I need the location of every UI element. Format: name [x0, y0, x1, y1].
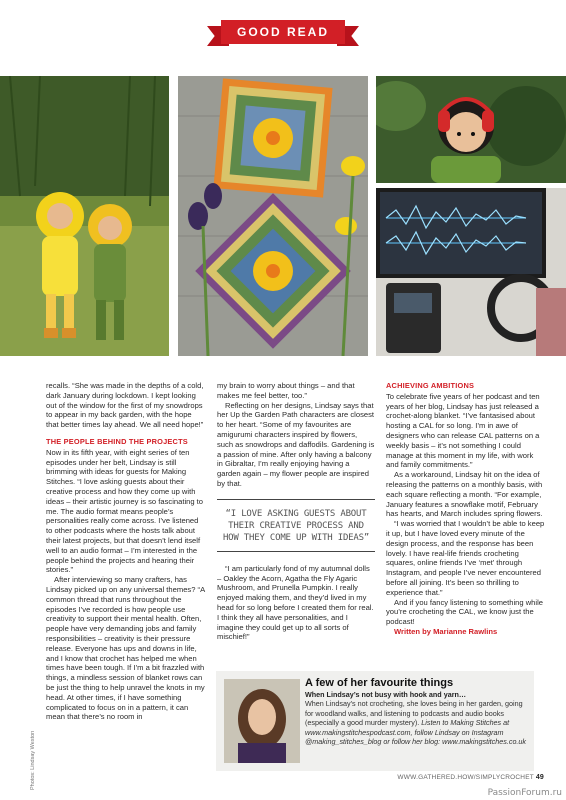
col3-paragraph-4: And if you fancy listening to something while you’re crocheting the CAL, we know just the podcast!	[386, 597, 544, 627]
photo-flower-dolls	[0, 76, 169, 356]
page-number: 49	[535, 774, 544, 781]
article-column-3	[386, 381, 546, 637]
favourite-things-box	[216, 671, 534, 771]
article-column-1	[46, 381, 206, 722]
photo-recording-setup	[376, 188, 566, 356]
col2-paragraph-2: Reflecting on her designs, Lindsay says that her Up the Garden Path characters are closest to her heart. “Some of my favourites are amigurumi characters inspired by flowers, such as snowdrops and daffodils. Gardening is a passion of mine. After only having a balcony in Gibraltar, I’m really enjoying having a garden again – my flower people are inspired by that.	[217, 400, 375, 488]
col3-paragraph-2: As a workaround, Lindsay hit on the idea of releasing the patterns on a monthly basis, with each square reflecting a month. “For example, January features a snowflake motif, February has hearts, and March includes spring flowers.	[386, 470, 543, 519]
pull-quote: “I LOVE ASKING GUESTS ABOUT THEIR CREATIVE PROCESS AND HOW THEY COME UP WITH IDEAS”	[217, 499, 375, 552]
banner-label: GOOD READ	[221, 20, 345, 44]
favourite-things-subtitle: When Lindsay’s not busy with hook and yarn…	[305, 690, 467, 699]
author-byline: Written by Marianne Rawlins	[394, 626, 498, 636]
portrait-lindsay	[224, 679, 300, 763]
good-read-banner	[207, 20, 359, 48]
col1-paragraph-3: After interviewing so many crafters, has Lindsay picked up on any universal themes? “A common thread that runs throughout the episodes I’ve recorded is how people use creativity to support their mental health. Often, people have very demanding jobs and family responsibilities – creativity is their pressure release. Everyone has ups and downs in life, and I know that crochet has helped me when times have been tough. If I’m a bit frazzled with things, a mindless session of blanket rows can be just the thing to help unravel the knots in my head. At other times, if I have something complicated to focus on in a pattern, it can mean that there’s no room in	[46, 575, 205, 722]
favourite-things-description: When Lindsay’s not crocheting, she loves being in her garden, going for woodland walks, and listening to podcasts and audio books (especially a good murder mystery).	[305, 699, 523, 728]
subheading-people-behind-projects: THE PEOPLE BEHIND THE PROJECTS	[46, 436, 188, 446]
favourite-things-links: Listen to Making Stitches at www.makingstitchespodcast.com, follow Lindsay on Instagram @making_stitches_blog or follow her blog: www.makingstitches.co.uk	[305, 718, 527, 747]
col2-paragraph-1: my brain to worry about things – and that makes me feel better, too.”	[217, 381, 355, 400]
favourite-things-body	[305, 699, 531, 746]
page-footer	[397, 774, 544, 781]
favourite-things-text	[305, 677, 531, 746]
photo-amigurumi-headphones	[376, 76, 566, 183]
photo-credit: Photos: Lindsay Weston	[30, 730, 36, 790]
article-column-2	[217, 381, 375, 642]
subheading-achieving-ambitions: ACHIEVING AMBITIONS	[386, 381, 475, 390]
col2-paragraph-3: “I am particularly fond of my autumnal dolls – Oakley the Acorn, Agatha the Fly Agaric Mushroom, and Prunella Pumpkin. I really enjoyed making them, and they’d lived in my head for so long before I created them for real. I think they all have personalities, and I imagine they could get up to all sorts of mischief!”	[217, 563, 374, 642]
favourite-things-title: A few of her favourite things	[305, 677, 454, 689]
photo-granny-squares	[178, 76, 368, 356]
col3-paragraph-1: To celebrate five years of her podcast and ten years of her blog, Lindsay has just released a crochet-along blanket. “I’ve fantasised about hosting a CAL for so long. I’m in awe of designers who can release CAL patterns on a weekly basis – it’s not something I could manage at this moment in my life, with work and family commitments.”	[386, 391, 540, 470]
col3-paragraph-3: “I was worried that I wouldn’t be able to keep it up, but I have loved every minute of the design process, and the response has been lovely. I have real-life friends crocheting squares, online friends I’ve ‘met’ through Instagram, and people I’ve never encountered before all joining. It’s been so thrilling to experience that.”	[386, 519, 545, 597]
col1-paragraph-1: recalls. “She was made in the depths of a cold, dark January during lockdown. I kept looking out of the window for the first of my snowdrops to appear in my back garden, with the hope that better times lay ahead. We all need hope!”	[46, 381, 204, 430]
col1-paragraph-2: Now in its fifth year, with eight series of ten episodes under her belt, Lindsay is still brimming with ideas for guests for Making Stitches. “I love asking guests about their creative process and how they come up with ideas – their artistic journey is so fascinating to me. The audio format means people’s personalities really come across. I’ve listened to other podcasts where the hosts talk about their latest projects, but that doesn’t lend itself well to an audio format – I’m interested in the people behind the projects and hearing their stories.”	[46, 447, 204, 575]
footer-url: WWW.GATHERED.HOW/SIMPLYCROCHET	[397, 774, 534, 781]
watermark: PassionForum.ru	[487, 788, 562, 798]
